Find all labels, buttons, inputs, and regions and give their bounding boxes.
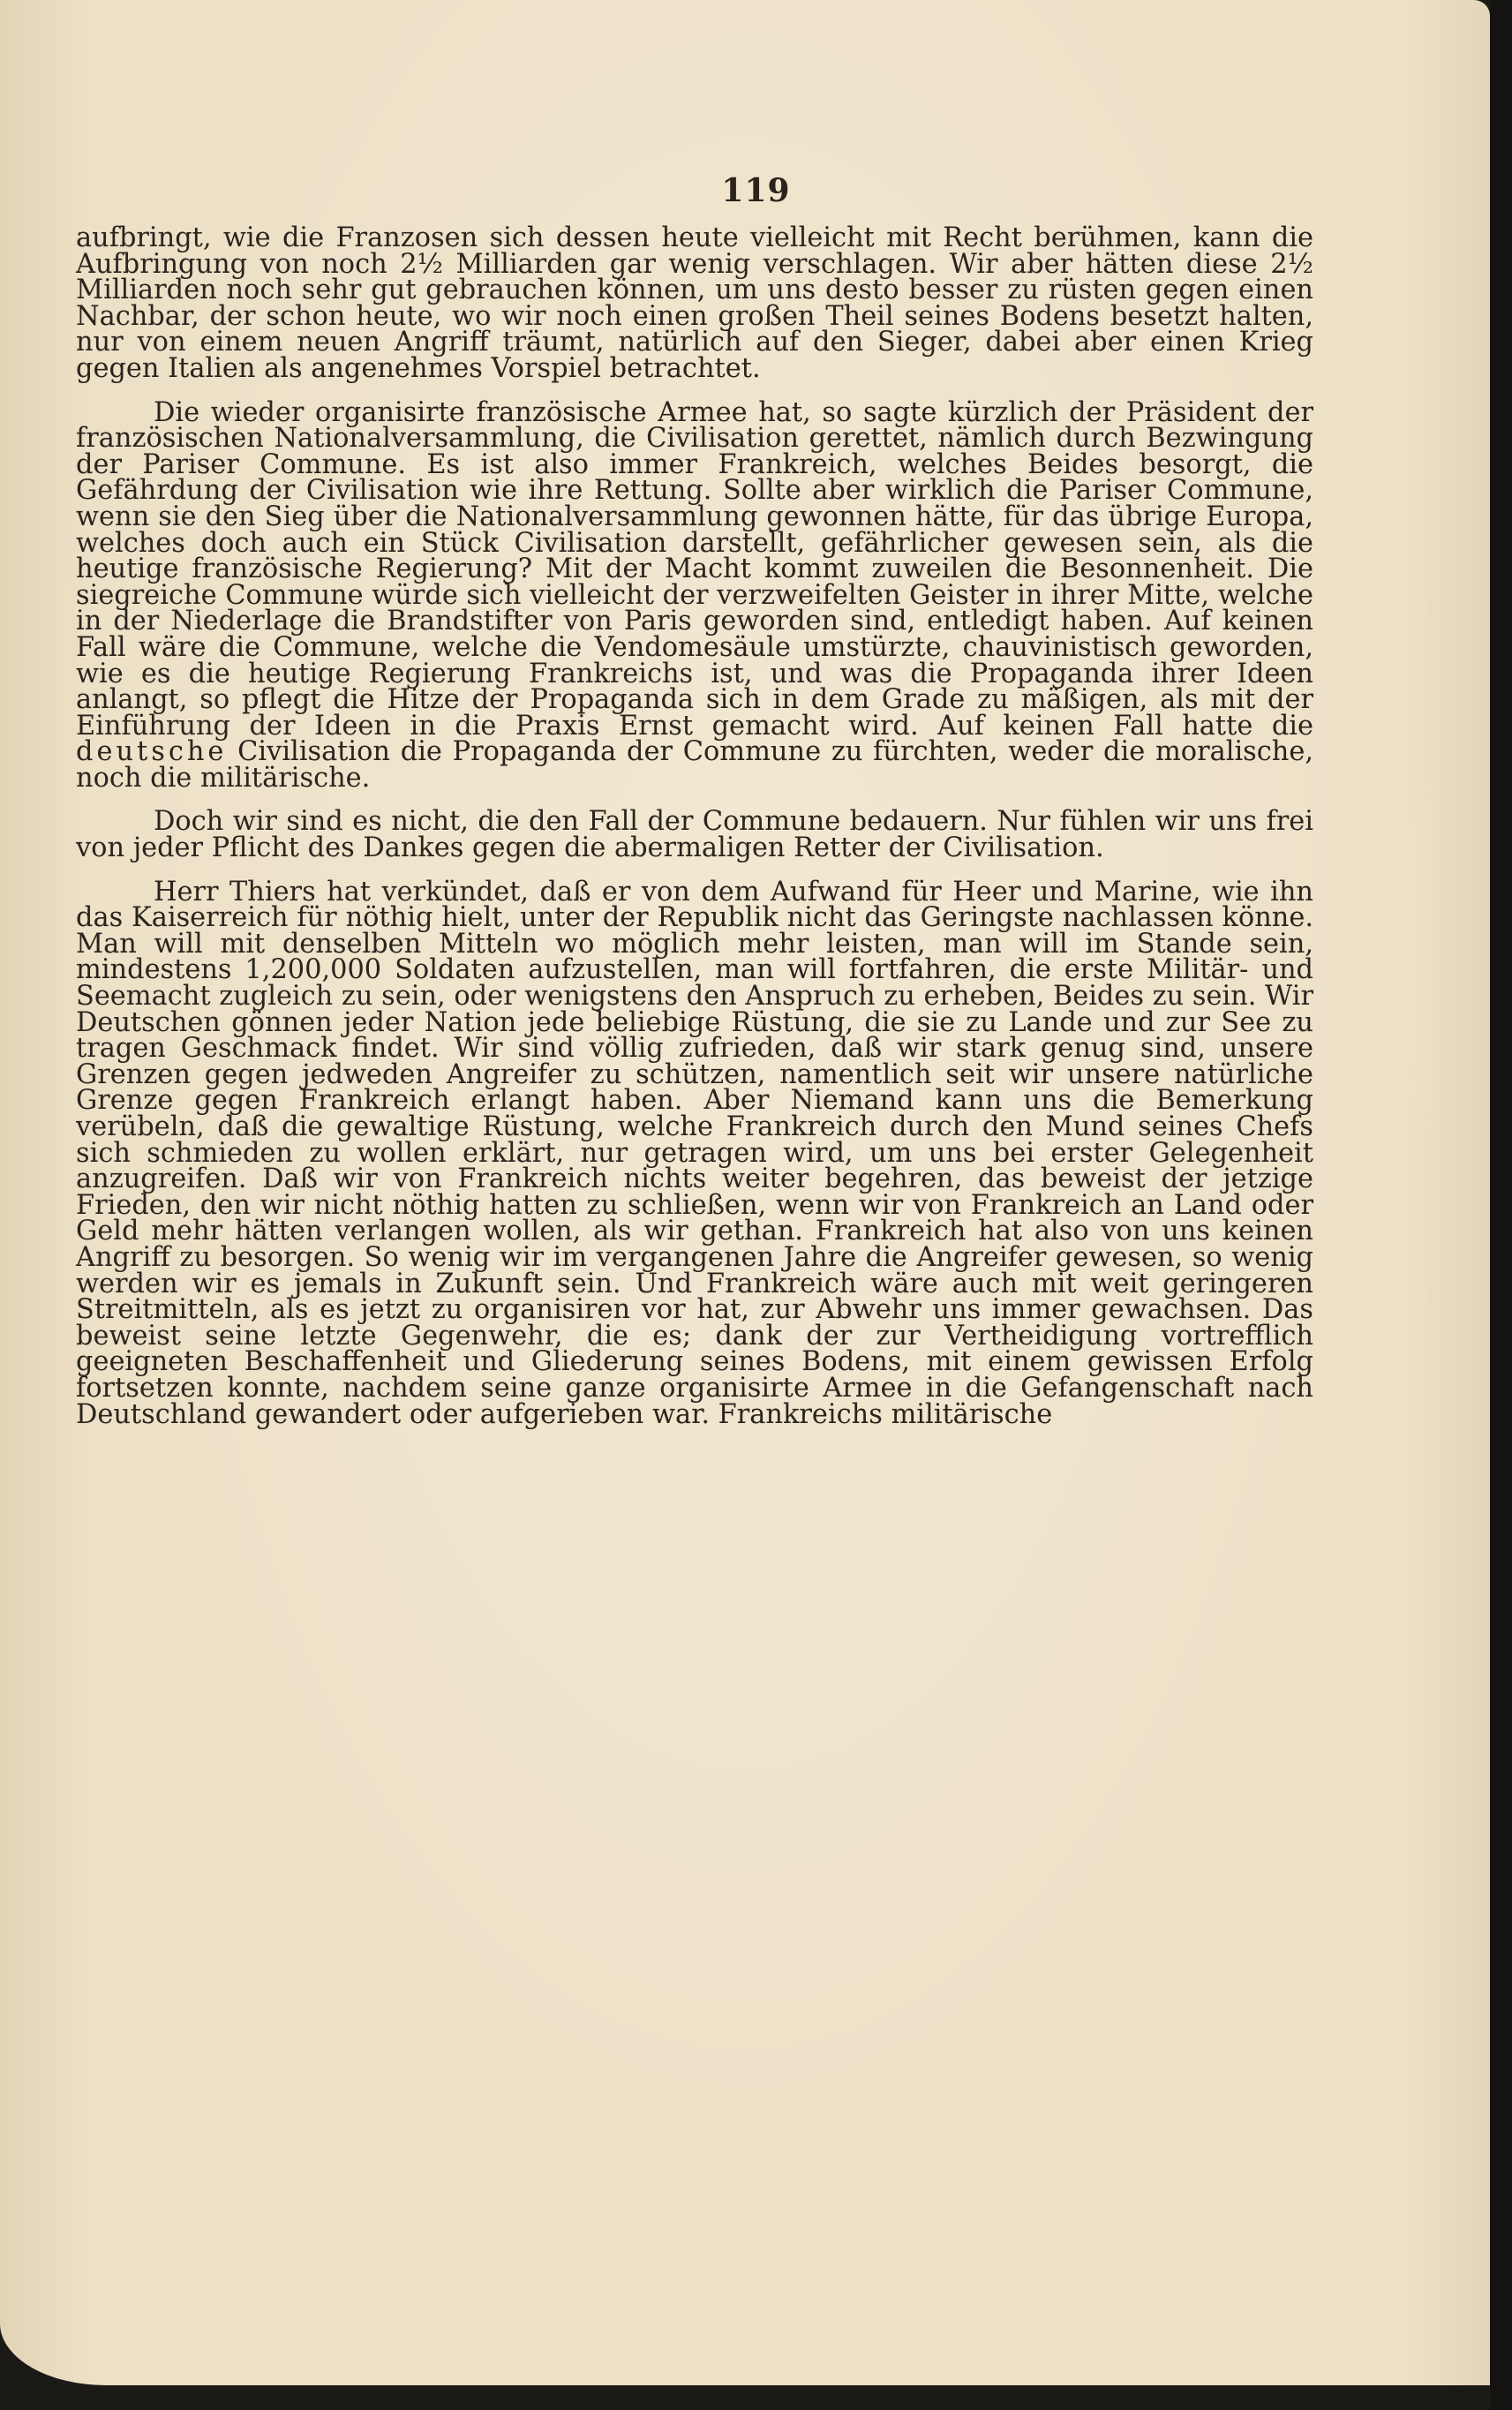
paragraph-4: Herr Thiers hat verkündet, daß er von dem Aufwand für Heer und Marine, wie ihn das Kaiserreich für nöthig hielt, unter der Republik nicht das Geringste nachlassen könne. Man will mit denselben Mitteln wo möglich mehr leisten, man will im Stande sein, mindestens 1,200,000 Soldaten aufzustellen, man will fortfahren, die erste Militär- und Seemacht zugleich zu sein, oder wenigstens den Anspruch zu erheben, Beides zu sein. Wir Deutschen gönnen jeder Nation jede beliebige Rüstung, die sie zu Lande und zur See zu tragen Geschmack findet. Wir sind völlig zufrieden, daß wir stark genug sind, unsere Grenzen gegen jedweden Angreifer zu schützen, namentlich seit wir unsere natürliche Grenze gegen Frankreich erlangt haben. Aber Niemand kann uns die Bemerkung verübeln, daß die gewaltige Rüstung, welche Frankreich durch den Mund seines Chefs sich schmieden zu wollen erklärt, nur getragen wird, um uns bei erster Gelegenheit anzugreifen. Daß wir von Frankreich nichts weiter begehren, das beweist der jetzige Frieden, den wir nicht nöthig hatten zu schließen, wenn wir von Frankreich an Land oder Geld mehr hätten verlangen wollen, als wir gethan. Frankreich hat also von uns keinen Angriff zu besorgen. So wenig wir im vergangenen Jahre die Angreifer gewesen, so wenig werden wir es jemals in Zukunft sein. Und Frankreich wäre auch mit weit geringeren Streitmitteln, als es jetzt zu organisiren vor hat, zur Abwehr uns immer gewachsen. Das beweist seine letzte Gegenwehr, die es; dank der zur Vertheidigung vortrefflich geeigneten Beschaffenheit und Gliederung seines Bodens, mit einem gewissen Erfolg fortsetzen konnte, nachdem seine ganze organisirte Armee in die Gefangenschaft nach Deutschland gewandert oder aufgerieben war. Frankreichs militärische [76,876,1314,1430]
spaced-emphasis: deutsche [76,736,228,768]
paragraph-2 [76,396,1313,794]
paragraph-2-text-a: Die wieder organisirte französische Armee hat, so sagte kürzlich der Präsident der französischen Nationalversammlung, die Civilisation gerettet, nämlich durch Bezwingung der Pariser Commune. Es ist also immer Frankreich, welches Beides besorgt, die Gefährdung der Civilisation wie ihre Rettung. Sollte aber wirklich die Pariser Commune, wenn sie den Sieg über die Nationalversammlung gewonnen hätte, für das übrige Europa, welches doch auch ein Stück Civilisation darstellt, gefährlicher gewesen sein, als die heutige französische Regierung? Mit der Macht kommt zuweilen die Besonnenheit. Die siegreiche Commune würde sich vielleicht der verzweifelten Geister in ihrer Mitte, welche in der Niederlage die Brandstifter von Paris geworden sind, entledigt haben. Auf keinen Fall wäre die Commune, welche die Vendomesäule umstürzte, chauvinistisch geworden, wie es die heutige Regierung Frankreichs ist, und was die Propaganda ihrer Ideen anlangt, so pflegt die Hitze der Propaganda sich in dem Grade zu mäßigen, als mit der Einführung der Ideen in die Praxis Ernst gemacht wird. Auf keinen Fall hatte die [76,396,1313,742]
scan-background-edge [1490,0,1512,2410]
body-text [76,222,1314,1430]
paragraph-1: aufbringt, wie die Franzosen sich dessen heute vielleicht mit Recht berühmen, kann die Aufbringung von noch 2½ Milliarden gar wenig verschlagen. Wir aber hätten diese 2½ Milliarden noch sehr gut gebrauchen können, um uns desto besser zu rüsten gegen einen Nachbar, der schon heute, wo wir noch einen großen Theil seines Bodens besetzt halten, nur von einem neuen Angriff träumt, natürlich auf den Sieger, dabei aber einen Krieg gegen Italien als angenehmes Vorspiel betrachtet. [76,222,1313,384]
paragraph-3: Doch wir sind es nicht, die den Fall der Commune bedauern. Nur fühlen wir uns frei von jeder Pflicht des Dankes gegen die abermaligen Retter der Civilisation. [76,806,1313,864]
page-number: 119 [721,172,791,209]
paragraph-2-text-b: Civilisation die Propaganda der Commune zu fürchten, weder die moralische, noch die militärische. [76,736,1313,794]
